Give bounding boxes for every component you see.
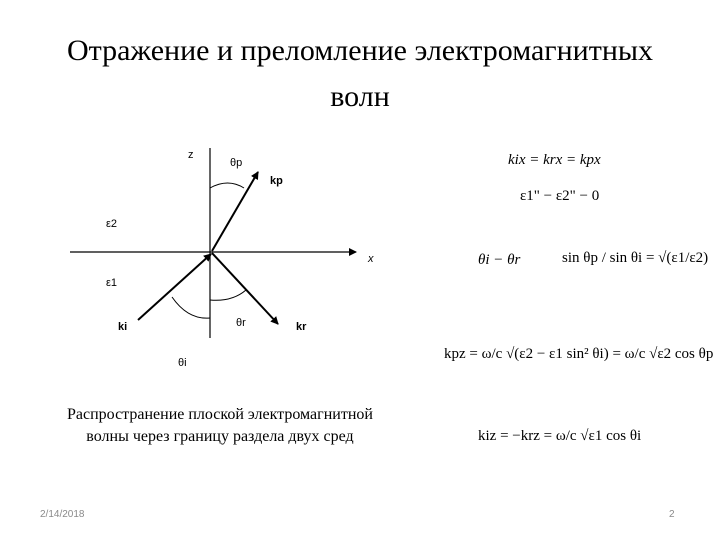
epsilon-1-label: ε1: [106, 277, 118, 289]
footer-page-number: 2: [669, 509, 675, 520]
figure-caption: [40, 404, 400, 448]
angle-arc-incident: [172, 297, 210, 318]
formula-angle-equality: θi − θr: [478, 252, 521, 268]
incident-wave-vector: [138, 254, 211, 320]
angle-arc-refracted: [210, 183, 244, 188]
caption-line-2: волны через границу раздела двух сред: [86, 428, 354, 445]
k-i-label: ki: [118, 321, 128, 333]
theta-p-label: θp: [230, 157, 243, 169]
formula-kiz: kiz = −krz = ω/c √ε1 cos θi: [478, 428, 642, 444]
caption-line-1: Распространение плоской электромагнитной: [67, 406, 373, 423]
formula-epsilon: ε1" − ε2" − 0: [520, 188, 600, 204]
formula-kpz: kpz = ω/c √(ε2 − ε1 sin² θi) = ω/c √ε2 cos θp: [444, 346, 714, 362]
epsilon-2-label: ε2: [106, 218, 118, 230]
reflected-wave-vector: [212, 253, 278, 324]
axis-x-label: x: [368, 253, 374, 265]
formula-tangential-k: kix = krx = kpx: [508, 152, 601, 168]
angle-arc-reflected: [210, 290, 246, 300]
formula-snell-law: sin θp / sin θi = √(ε1/ε2): [562, 250, 709, 266]
axis-z-label: z: [188, 149, 194, 161]
theta-i-label: θi: [178, 357, 187, 369]
k-p-label: kp: [270, 175, 283, 187]
k-r-label: kr: [296, 321, 307, 333]
title-line-2: волн: [330, 80, 390, 113]
title-line-1: Отражение и преломление электромагнитных: [66, 34, 654, 67]
theta-r-label: θr: [236, 317, 246, 329]
footer-date: 2/14/2018: [40, 509, 85, 520]
